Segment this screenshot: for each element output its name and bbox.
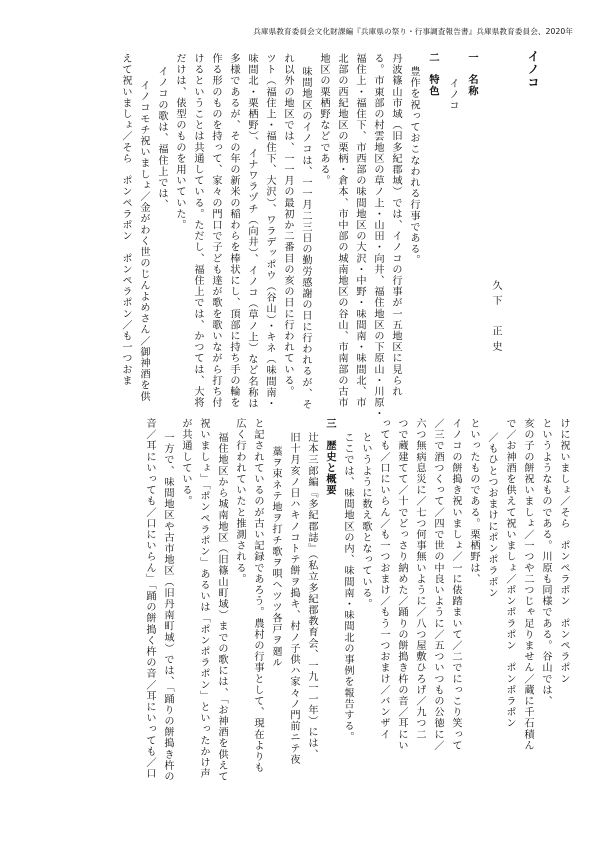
features-line: だけは、俵型のものを用いていた。: [174, 53, 185, 231]
history-line: 辻本三郎編『多紀郡誌』（私立多紀郡教育会、一九一一年）には、: [306, 432, 317, 760]
article-author: 久下 正史: [490, 280, 501, 356]
page-header: 兵庫県教育委員会文化財課編『兵庫県の祭り・行事調査報告書』兵庫県教育委員会、2020年: [253, 27, 573, 36]
features-line: 六つ無病息災に／七つ何事無いように／八つ屋敷ひろげ／九つ二: [414, 418, 425, 740]
features-line: けに祝いましょ／そら ポンペラポン ポンペラポン: [558, 418, 569, 685]
features-line: れ以外の地区では、一一月の最初か二番目の亥の日に行われている。: [282, 53, 293, 398]
history-line: 藁ヲ束ネテ地ヲ打チ歌ヲ唄ヘツツ各戸ヲ廻ル: [270, 446, 281, 668]
features-line: ／もひとつおまけにポンポラポン: [486, 432, 497, 599]
history-line: が共通している。: [180, 418, 191, 507]
features-line: つで蔵建てて／十でどっさり納めた／踊りの餅搗き杵の音／耳にい: [396, 418, 407, 751]
features-line: というようなものである。川原も同様である。谷山では、: [540, 418, 551, 707]
features-line: 味間北・栗栖野）、イナワラヅチ（向井）、イノコ（草ノ上）など名称は: [246, 53, 257, 410]
history-line: 広く行われていたと推測される。: [234, 418, 245, 585]
history-line: 祝いましょ」「ポンペラポン」あるいは「ポンポラポン」といったかけ声: [198, 418, 209, 780]
features-line: 丹波篠山市域（旧多紀郡域）では、イノコの行事が一五地区に見られ: [390, 53, 401, 398]
features-line: る。市東部の村雲地区の草ノ上・山田・向井、福住地区の下原山・川原・: [372, 53, 383, 420]
features-line: 福住上・福住下、市西部の味間地区の大沢・中野・味間南・味間北、市: [354, 53, 365, 409]
features-line: 北部の西紀地区の栗柄・倉本、市中部の城南地区の谷山、市南部の古市: [336, 53, 347, 409]
features-line: で／お神酒を供えて祝いましょ／ポンポラポン ポンポラポン: [504, 418, 515, 729]
features-line: っても／口にいらん／も一つおまけ／もう一つおまけ／バンザイ: [378, 418, 389, 740]
section-heading-name: 一 名称: [466, 52, 477, 97]
history-line: 福住地区から城南地区（旧篠山町域）までの歌には、「お神酒を供えて: [216, 432, 227, 783]
article-title: イノコ: [526, 50, 540, 89]
features-line: というように数え歌となっている。: [360, 432, 371, 610]
features-line: イノコの歌は、福住上では、: [156, 66, 167, 211]
features-line: 地区の栗栖野などである。: [318, 53, 329, 187]
features-line: ／三で酒つくって／四で世の中良いように／五ついつもの公徳に／: [432, 418, 443, 751]
features-line: 味間地区のイノコは、一一月二三日の勤労感謝の日に行われるが、そ: [300, 66, 311, 411]
features-line: 亥の子の餅祝いましょ／一つや二つじゃ足りません／蔵に千石積ん: [522, 418, 533, 751]
features-line: といったものである。栗栖野は、: [468, 418, 479, 585]
features-line: 作る形のものを持って、家々の門口で子ども達が歌を歌いながら打ち付: [210, 53, 221, 409]
features-line: ツト（福住上・福住下、大沢）、ワラデッポウ（谷山）・キネ（味間南・: [264, 53, 275, 410]
history-line: と記されているのが古い記録であろう。農村の行事として、現在よりも: [252, 418, 263, 774]
section-body-name: イノコ: [447, 78, 458, 112]
history-line: 旧十月亥ノ日ハキノコトテ餅ヲ搗キ、村ノ子供ハ家々ノ門前ニテ夜: [288, 432, 299, 765]
history-line: 音／耳にいっても／口にいらん」「踊の餅搗く杵の音／耳にいっても／口: [144, 418, 155, 780]
features-line: イノコの餅搗き祝いましょ／一に俵踏まいて／二でにっこり笑って: [450, 418, 461, 751]
features-line: イノコモチ祝いましょ／金がわく世のじんよめさん／御神酒を供: [138, 80, 149, 402]
section-heading-features: 二 特色: [427, 52, 438, 97]
section-heading-history: 三 歴史と概要: [324, 418, 335, 496]
features-line: ここでは、味間地区の内、味間南・味間北の事例を報告する。: [342, 432, 353, 743]
features-line: けるということは共通している。ただし、福住上では、かつては、大将: [192, 53, 203, 409]
features-line: えて祝いましょ／そら ポンペラポン ポンペラポン／も一つおま: [120, 53, 131, 386]
features-line: 多様であるが、その年の新米の稲わらを棒状にし、頂部に持ち手の輪を: [228, 53, 239, 409]
history-line: 一方で、味間地区や古市地区（旧丹南町域）では、「踊りの餅搗き杵の: [162, 432, 173, 783]
features-line: 豊作を祝っておこなわれる行事である。: [408, 66, 419, 266]
